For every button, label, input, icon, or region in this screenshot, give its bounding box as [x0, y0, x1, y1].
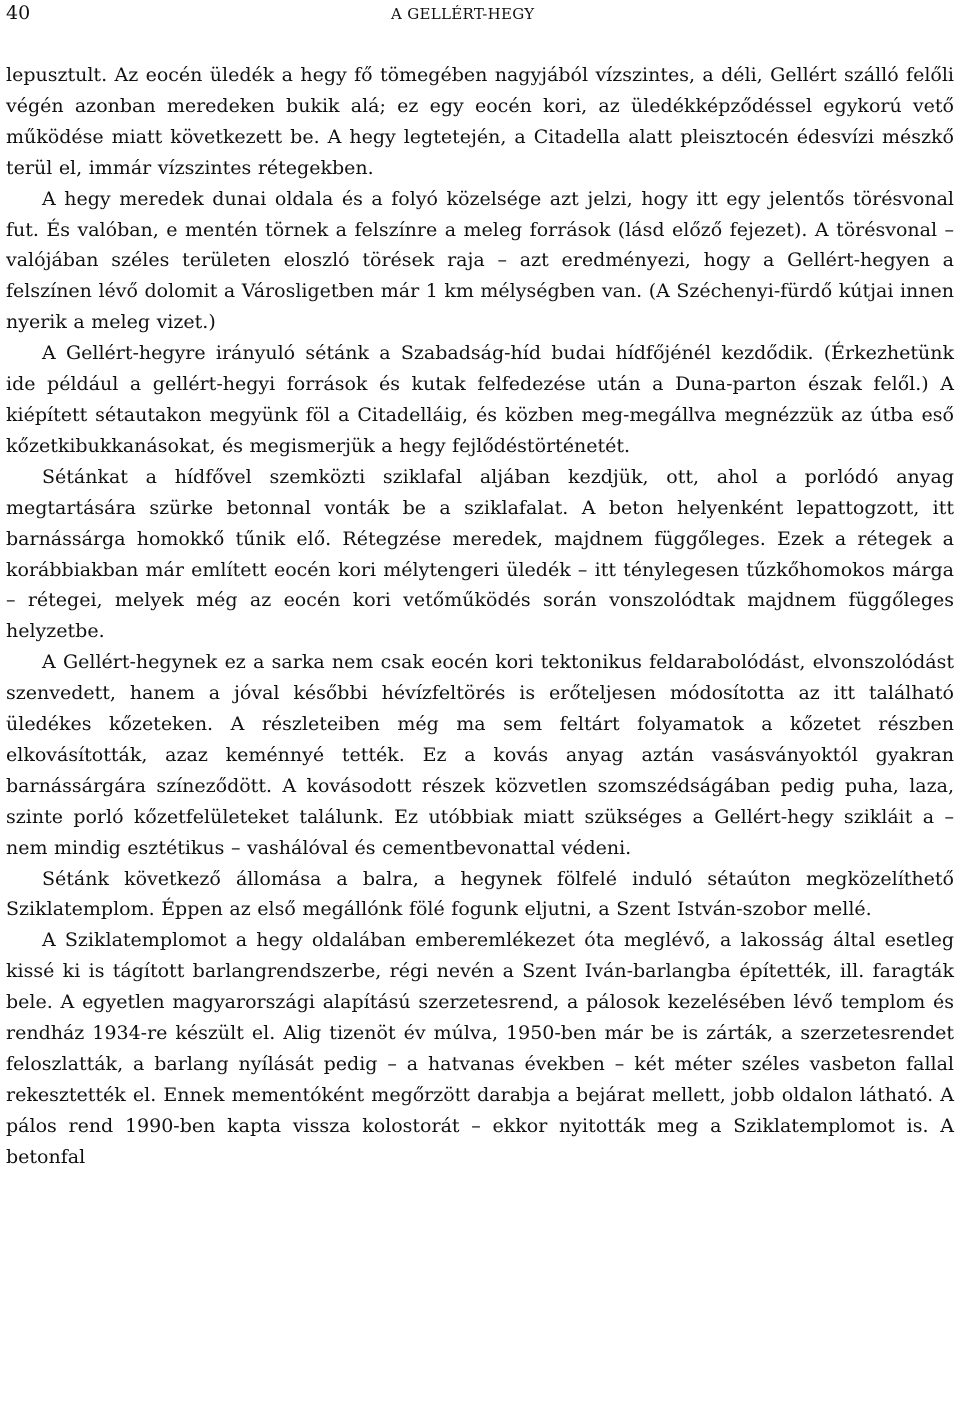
paragraph: Sétánk következő állomása a balra, a hegynek fölfelé induló sétaúton megközelíthető Sziklatemplom. Éppen az első megállónk fölé fogunk eljutni, a Szent István-szobor mellé.	[6, 867, 954, 921]
paragraph: A Gellért-hegyre irányuló sétánk a Szabadság-híd budai hídfőjénél kezdődik. (Érkezhetünk ide például a gellért-hegyi források és kutak felfedezése után a Duna-parton észak felől.) A kiépített sétautakon megyünk föl a Citadelláig, és közben meg-megállva megnézzük az útba eső kőzetkibukkanásokat, és megismerjük a hegy fejlődéstörténetét.	[6, 342, 954, 457]
running-title: A GELLÉRT-HEGY	[391, 5, 535, 23]
paragraph: lepusztult. Az eocén üledék a hegy fő tömegében nagyjából vízszintes, a déli, Gellért szálló felőli végén azonban meredeken bukik alá; ez egy eocén kori, az üledékképződéssel egykorú vető működése miatt következett be. A hegy legtetején, a Citadella alatt pleisztocén édesvízi mészkő terül el, immár vízszintes rétegekben.	[6, 64, 954, 179]
page-number: 40	[6, 2, 31, 24]
paragraph: Sétánkat a hídfővel szemközti sziklafal aljában kezdjük, ott, ahol a porlódó anyag megtartására szürke betonnal vonták be a sziklafalat. A beton helyenként lepattogzott, itt barnássárga homokkő tűnik elő. Rétegzése meredek, majdnem függőleges. Ezek a rétegek a korábbiakban már említett eocén kori mélytengeri üledék – itt ténylegesen tűzkőhomokos márga – rétegei, melyek még az eocén kori vetőműködés során vonszolódtak majdnem függőleges helyzetbe.	[6, 465, 954, 643]
paragraph: A Sziklatemplomot a hegy oldalában emberemlékezet óta meglévő, a lakosság által esetleg kissé ki is tágított barlangrendszerbe, régi nevén a Szent Iván-barlangba építették, ill. faragták bele. A egyetlen magyarországi alapítású szerzetesrend, a pálosok kezelésében lévő templom és rendház 1934-re készült el. Alig tizenöt év múlva, 1950-ben már be is zárták, a szerzetesrendet feloszlatták, a barlang nyílását pedig – a hatvanas években – két méter széles vasbeton fallal rekesztették el. Ennek mementóként megőrzött darabja a bejárat mellett, jobb oldalon látható. A pálos rend 1990-ben kapta vissza kolostorát – ekkor nyitották meg a Sziklatemplomot is. A betonfal	[6, 929, 954, 1168]
paragraph: A hegy meredek dunai oldala és a folyó közelsége azt jelzi, hogy itt egy jelentős törésvonal fut. És valóban, e mentén törnek a felszínre a meleg források (lásd előző fejezet). A törésvonal – valójában széles területen eloszló törések raja – azt eredményezi, hogy a Gellért-hegyen a felszínen lévő dolomit a Városligetben már 1 km mélységben van. (A Széchenyi-fürdő kútjai innen nyerik a meleg vizet.)	[6, 187, 954, 334]
paragraph: A Gellért-hegynek ez a sarka nem csak eocén kori tektonikus feldarabolódást, elvonszolódást szenvedett, hanem a jóval későbbi hévízfeltörés is erőteljesen módosította az itt található üledékes kőzeteken. A részleteiben még ma sem feltárt folyamatok a kőzetet részben elkovásították, azaz keménnyé tették. Ez a kovás anyag aztán vasásványoktól gyakran barnássárgára színeződött. A kovásodott részek közvetlen szomszédságában pedig puha, laza, szinte porló kőzetfelületeket találunk. Ez utóbbiak miatt szükséges a Gellért-hegy szikláit a – nem mindig esztétikus – vashálóval és cementbevonattal védeni.	[6, 651, 954, 859]
body-text	[6, 60, 954, 1173]
running-head	[6, 0, 950, 30]
